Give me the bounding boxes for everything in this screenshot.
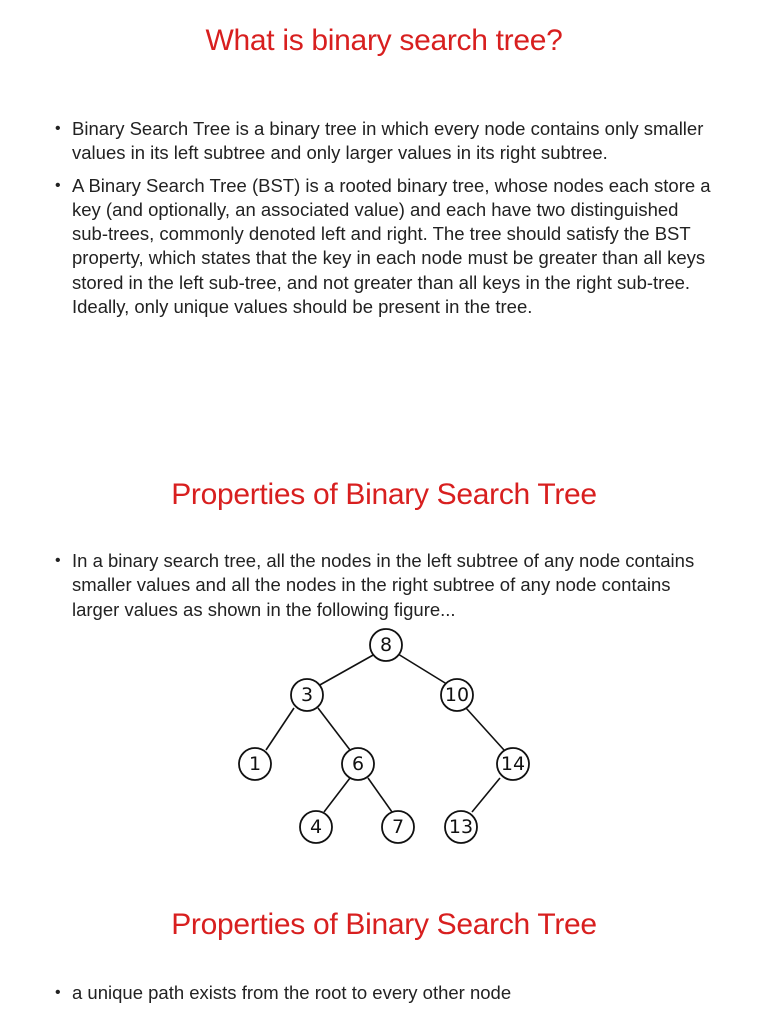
tree-node-label: 8 xyxy=(379,634,393,656)
tree-edge-14-13 xyxy=(472,778,500,812)
tree-node-label: 7 xyxy=(391,816,405,838)
slide-title-what-is-bst: What is binary search tree? xyxy=(205,24,563,57)
bullet-bst-rooted-tree: • A Binary Search Tree (BST) is a rooted binary tree, whose nodes each store a key (and optionally, an associated value) and each have two distinguished sub-trees, commonly denoted left and right. The tree should satisfy the BST property, which states that the key in each node must be greater than all keys stored in the left sub-tree, and not greater than all keys in the right sub-tree. Ideally, only unique values should be present in the tree. xyxy=(0,174,712,320)
bst-properties-list xyxy=(0,549,712,630)
tree-edge-10-14 xyxy=(466,708,504,750)
bst-path-properties-list xyxy=(0,981,712,1013)
tree-node-7 xyxy=(382,811,414,843)
tree-node-6 xyxy=(342,748,374,780)
tree-edge-6-4 xyxy=(324,778,350,812)
tree-node-13 xyxy=(445,811,477,843)
tree-node-4 xyxy=(300,811,332,843)
tree-edge-3-6 xyxy=(318,708,350,750)
tree-node-label: 3 xyxy=(300,684,314,706)
tree-node-14 xyxy=(497,748,529,780)
tree-node-label: 1 xyxy=(248,753,262,775)
slide-title-bst-properties-2: Properties of Binary Search Tree xyxy=(171,908,597,941)
bullet-bst-definition: • Binary Search Tree is a binary tree in which every node contains only smaller values in its left subtree and only larger values in its right subtree. xyxy=(0,117,712,166)
tree-node-label: 4 xyxy=(309,816,323,838)
tree-node-8 xyxy=(370,629,402,661)
tree-edges xyxy=(266,654,504,812)
tree-edge-3-1 xyxy=(266,708,294,750)
tree-node-label: 10 xyxy=(444,684,470,706)
bullet-unique-path: • a unique path exists from the root to every other node xyxy=(0,981,712,1005)
tree-node-label: 14 xyxy=(500,753,526,775)
tree-node-label: 6 xyxy=(351,753,365,775)
tree-edge-8-10 xyxy=(398,654,450,686)
bst-definition-list xyxy=(0,117,712,327)
tree-edge-6-7 xyxy=(368,778,392,812)
bullet-subtree-ordering: • In a binary search tree, all the nodes in the left subtree of any node contains smaller values and all the nodes in the right subtree of any node contains larger values as shown in the following figure... xyxy=(0,549,712,622)
tree-node-label: 13 xyxy=(448,816,474,838)
tree-node-3 xyxy=(291,679,323,711)
tree-edge-8-3 xyxy=(318,654,375,686)
bst-tree-diagram xyxy=(220,620,550,850)
tree-node-10 xyxy=(441,679,473,711)
slide-title-bst-properties: Properties of Binary Search Tree xyxy=(171,478,597,511)
tree-node-1 xyxy=(239,748,271,780)
